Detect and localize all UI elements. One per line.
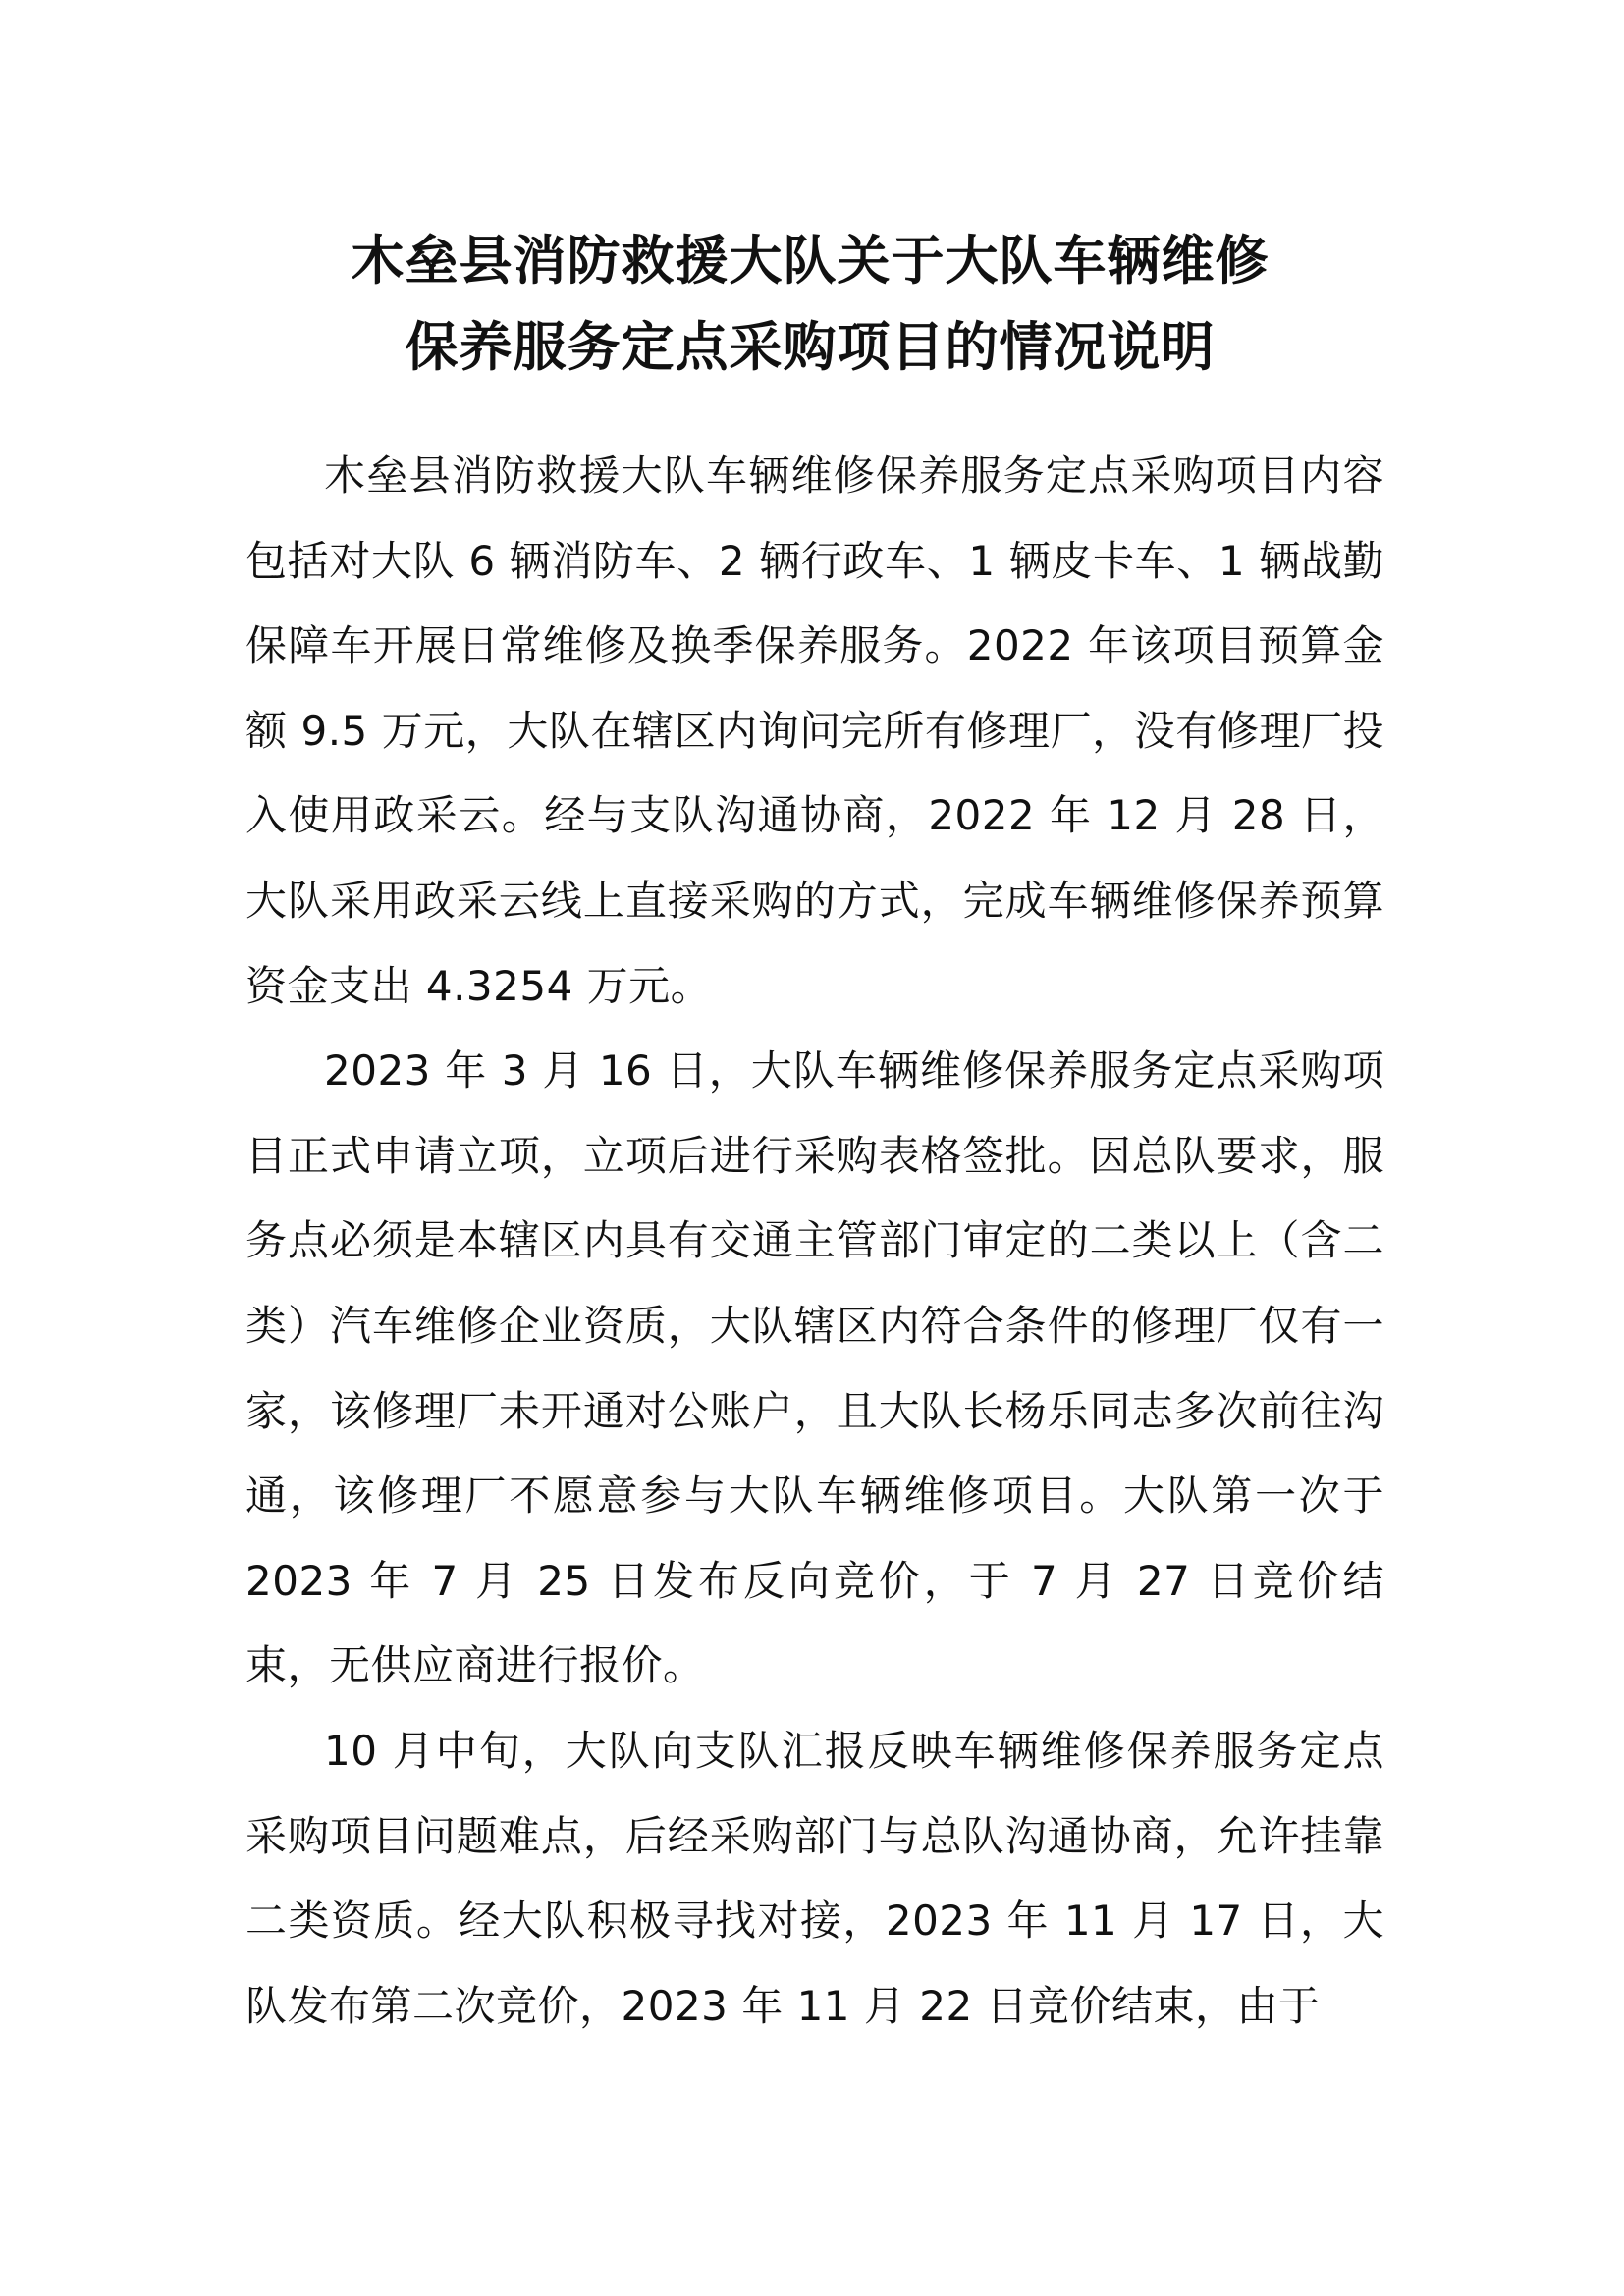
paragraph-3: 10 月中旬，大队向支队汇报反映车辆维修保养服务定点采购项目问题难点，后经采购部门与总队沟通协商，允许挂靠二类资质。经大队积极寻找对接，2023 年 11 月 17 日，大队发布第二次竞价，2023 年 11 月 22 日竞价结束，由于 <box>245 1726 1384 2030</box>
document-body <box>245 434 1384 2049</box>
paragraph-1: 木垒县消防救援大队车辆维修保养服务定点采购项目内容包括对大队 6 辆消防车、2 辆行政车、1 辆皮卡车、1 辆战勤保障车开展日常维修及换季保养服务。2022 年该项目预算金额 9.5 万元，大队在辖区内询问完所有修理厂，没有修理厂投入使用政采云。经与支队沟通协商，2022 年 12 月 28 日，大队采用政采云线上直接采购的方式，完成车辆维修保养预算资金支出 4.3254 万元。 <box>245 452 1384 1010</box>
document-title <box>245 218 1375 391</box>
title-line-2: 保养服务定点采购项目的情况说明 <box>405 316 1216 378</box>
paragraph-2: 2023 年 3 月 16 日，大队车辆维修保养服务定点采购项目正式申请立项，立项后进行采购表格签批。因总队要求，服务点必须是本辖区内具有交通主管部门审定的二类以上（含二类）汽车维修企业资质，大队辖区内符合条件的修理厂仅有一家，该修理厂未开通对公账户，且大队长杨乐同志多次前往沟通，该修理厂不愿意参与大队车辆维修项目。大队第一次于 2023 年 7 月 25 日发布反向竞价，于 7 月 27 日竞价结束，无供应商进行报价。 <box>245 1046 1384 1690</box>
title-line-1: 木垒县消防救援大队关于大队车辆维修 <box>351 230 1270 292</box>
